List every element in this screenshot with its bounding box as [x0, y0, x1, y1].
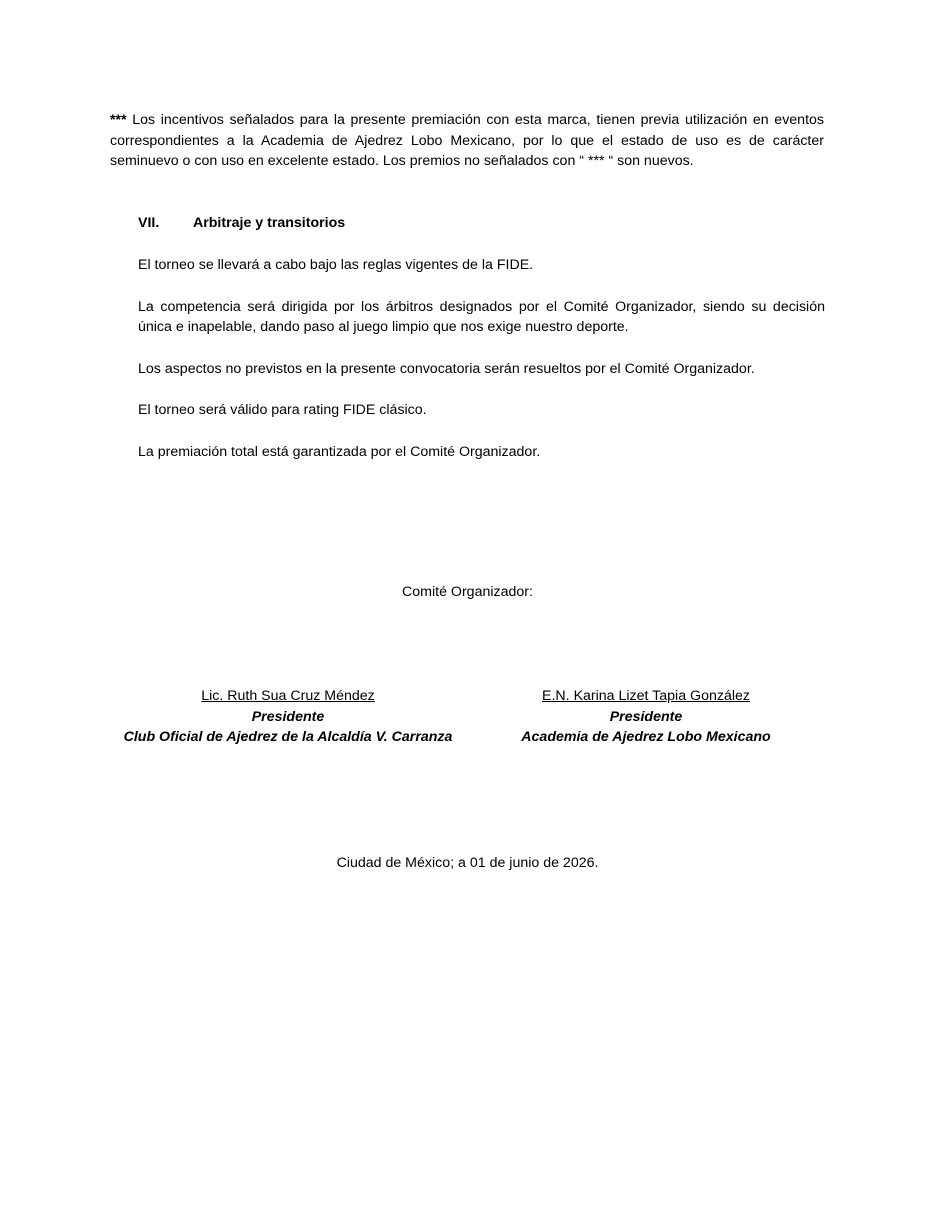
section-heading — [138, 213, 345, 234]
paragraph-prizes: La premiación total está garantizada por el Comité Organizador. — [138, 443, 541, 460]
signatory-role: Presidente — [251, 708, 325, 725]
signatory-role: Presidente — [609, 708, 683, 725]
section-title: Arbitraje y transitorios — [193, 215, 346, 231]
signatory-name: Lic. Ruth Sua Cruz Méndez — [201, 688, 375, 704]
signature-block-left — [108, 686, 468, 748]
committee-label: Comité Organizador: — [402, 584, 533, 600]
signatory-organization: Club Oficial de Ajedrez de la Alcaldía V. Carranza — [123, 729, 453, 746]
paragraph-arbiters: La competencia será dirigida por los árbitros designados por el Comité Organizador, siendo su decisión única e inapelable, dando paso al juego limpio que nos exige nuestro deporte. — [138, 298, 825, 336]
place-date-line: Ciudad de México; a 01 de junio de 2026. — [336, 855, 599, 871]
signatory-organization: Academia de Ajedrez Lobo Mexicano — [521, 729, 771, 746]
note-text: Los incentivos señalados para la presente premiación con esta marca, tienen previa utilización en eventos correspondientes a la Academia de Ajedrez Lobo Mexicano, por lo que el estado de uso es de carácter seminuevo o con uso en excelente estado. Los premios no señalados con “ *** “ son nuevos. — [110, 112, 824, 170]
section-body — [138, 255, 825, 484]
signatory-name: E.N. Karina Lizet Tapia González — [542, 688, 750, 704]
signature-block-right — [476, 686, 816, 748]
paragraph-rating: El torneo será válido para rating FIDE clásico. — [138, 402, 427, 419]
section-number: VII. — [138, 215, 160, 231]
paragraph-unforeseen: Los aspectos no previstos en la presente convocatoria serán resueltos por el Comité Organizador. — [138, 360, 755, 377]
note-stars: *** — [110, 112, 127, 128]
prize-note — [110, 110, 824, 172]
paragraph-rules: El torneo se llevará a cabo bajo las reglas vigentes de la FIDE. — [138, 257, 534, 273]
